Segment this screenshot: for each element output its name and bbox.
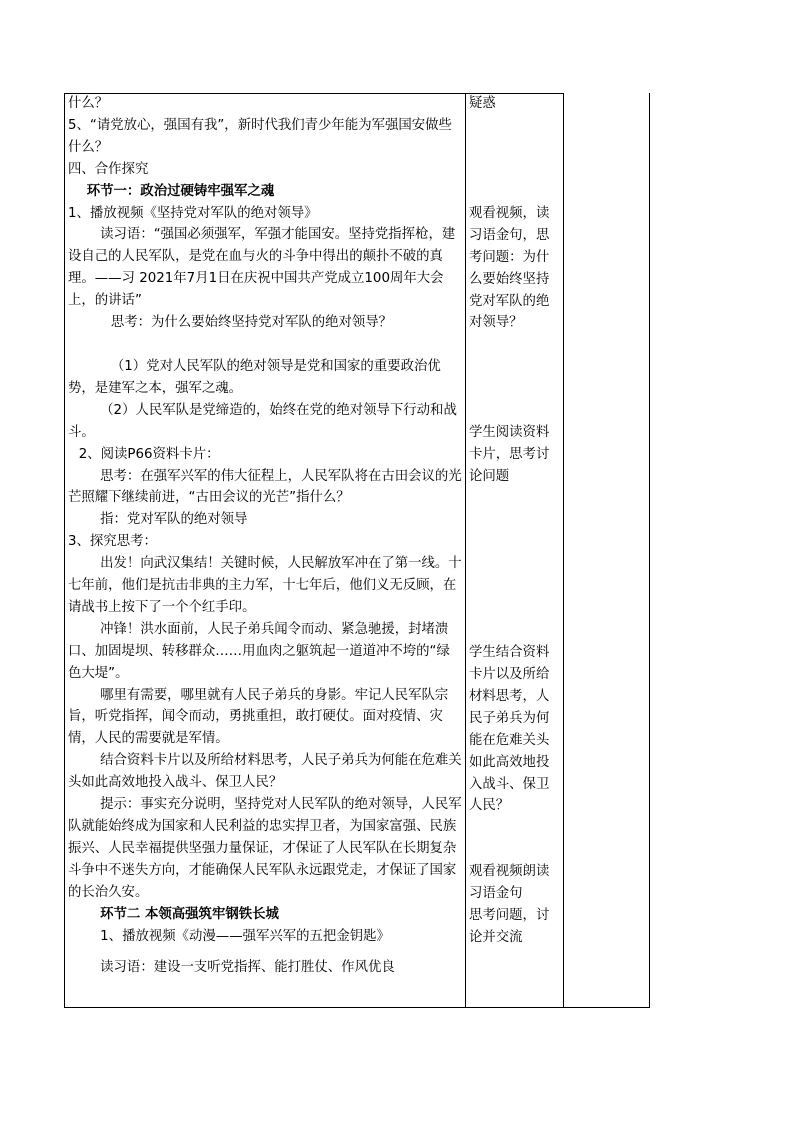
text-paragraph: 1、播放视频《坚持党对军队的绝对领导》 <box>68 205 318 221</box>
table-column-divider <box>465 93 466 1008</box>
text-paragraph: 2、阅读P66资料卡片： <box>78 446 220 462</box>
section-heading: 四、合作探究 <box>68 161 149 177</box>
text-paragraph: 5、“请党放心，强国有我”，新时代我们青少年能为军强国安做些什么？ <box>68 117 452 155</box>
quote-paragraph: 读习语：“强国必须强军，军强才能国安。坚持党指挥枪，建设自己的人民军队，是党在血与火的斗争中得出的颠扑不破的真理。——习 2021年7月1日在庆祝中国共产党成立100周年大会上，的讲话” <box>68 227 456 309</box>
lesson-content-column <box>68 93 462 979</box>
activity-note: 观看视频，读习语金句，思考问题：为什么要始终坚持党对军队的绝对领导？ <box>469 205 550 331</box>
activity-note: 疑惑 <box>469 96 496 111</box>
table-border-left <box>64 93 65 1008</box>
text-paragraph: 什么？ <box>68 96 109 111</box>
activity-note: 学生阅读资料卡片，思考讨论问题 <box>469 425 550 485</box>
answer-paragraph: 指：党对军队的绝对领导 <box>100 512 248 528</box>
student-activity-column <box>469 93 559 949</box>
question-paragraph: 思考：在强军兴军的伟大征程上，人民军队将在古田会议的光芒照耀下继续前进，“古田会议的光芒”指什么？ <box>68 468 462 506</box>
material-paragraph: 出发！向武汉集结！关键时候，人民解放军冲在了第一线。十七年前，他们是抗击非典的主力军，十七年后，他们义无反顾，在请战书上按下了一个个红手印。 <box>68 556 462 615</box>
text-paragraph: 3、探究思考： <box>68 534 157 550</box>
answer-paragraph: （1）党对人民军队的绝对领导是党和国家的重要政治优势，是建军之本，强军之魂。 <box>68 358 441 396</box>
table-border-right <box>563 93 564 1008</box>
table-border-bottom <box>64 1007 650 1008</box>
blank-line <box>68 947 462 957</box>
spacer <box>469 488 559 642</box>
spacer <box>469 115 559 203</box>
activity-note: 学生结合资料卡片以及所给材料思考，人民子弟兵为何能在危难关头如此高效地投入战斗、保卫人民？ <box>469 645 550 814</box>
activity-note: 思考问题，讨论并交流 <box>469 908 550 946</box>
question-paragraph: 思考：为什么要始终坚持党对军队的绝对领导？ <box>110 315 393 331</box>
question-paragraph: 结合资料卡片以及所给材料思考，人民子弟兵为何能在危难关头如此高效地投入战斗、保卫人民？ <box>68 753 462 791</box>
material-paragraph: 冲锋！洪水面前，人民子弟兵闻令而动、紧急驰援，封堵溃口、加固堤坝、转移群众……用血肉之躯筑起一道道冲不垮的“绿色大堤”。 <box>68 621 450 681</box>
subsection-heading: 环节一：政治过硬铸牢强军之魂 <box>86 183 275 199</box>
answer-paragraph: （2）人民军队是党缔造的，始终在党的绝对领导下行动和战斗。 <box>68 402 457 440</box>
subsection-heading: 环节二 本领高强筑牢钢铁长城 <box>100 906 279 922</box>
material-paragraph: 哪里有需要，哪里就有人民子弟兵的身影。牢记人民军队宗旨，听党指挥，闻令而动，勇挑重担，敢打硬仗。面对疫情、灾情，人民的需要就是军情。 <box>68 687 449 747</box>
text-paragraph: 读习语：建设一支听党指挥、能打胜仗、作风优良 <box>100 960 395 976</box>
blank-line <box>68 334 462 356</box>
text-paragraph: 1、播放视频《动漫——强军兴军的五把金钥匙》 <box>100 928 390 944</box>
outer-table-border-right <box>649 93 650 1008</box>
spacer <box>469 817 559 861</box>
activity-note: 观看视频朗读习语金句 <box>469 864 550 902</box>
spacer <box>469 334 559 422</box>
hint-paragraph: 提示：事实充分说明，坚持党对人民军队的绝对领导，人民军队就能始终成为国家和人民利益的忠实捍卫者，为国家富强、民族振兴、人民幸福提供坚强力量保证，才保证了人民军队在长期复杂斗争中不迷失方向，才能确保人民军队永远跟党走，才保证了国家的长治久安。 <box>68 797 462 900</box>
